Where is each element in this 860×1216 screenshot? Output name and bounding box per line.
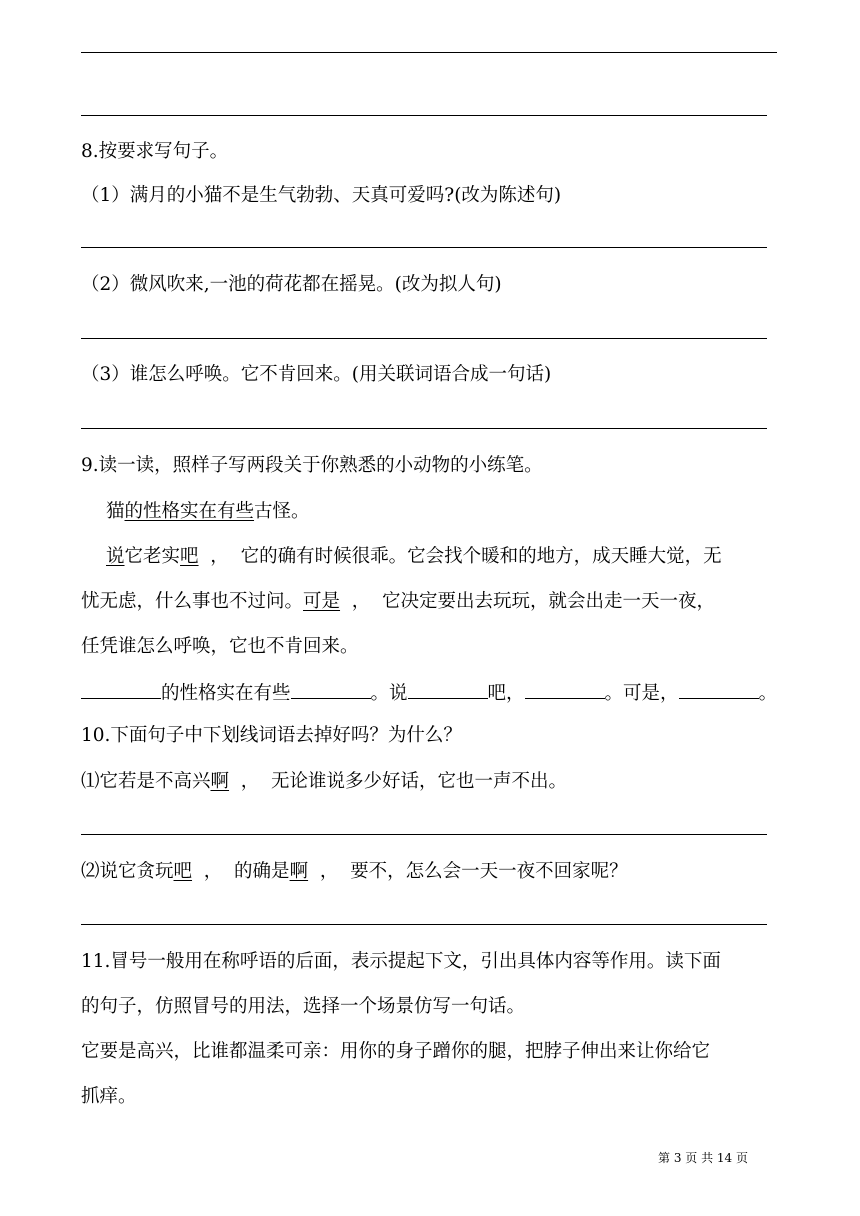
question-10-item-1 xyxy=(81,770,567,794)
question-10-title: 10.下面句子中下划线词语去掉好吗？为什么？ xyxy=(81,725,462,746)
fill-blank[interactable] xyxy=(679,680,759,699)
answer-line xyxy=(81,834,767,835)
underlined-text: 可是 xyxy=(303,591,341,612)
fill-text: 。可是， xyxy=(604,683,679,704)
fill-text: 。说 xyxy=(370,683,408,704)
question-8-title: 8.按要求写句子。 xyxy=(81,141,229,162)
question-11-title: 11.冒号一般用在称呼语的后面，表示提起下文，引出具体内容等作用。读下面 xyxy=(81,951,721,972)
question-10-item-2 xyxy=(81,860,628,884)
fill-blank[interactable] xyxy=(408,680,488,699)
question-11-title-cont: 的句子，仿照冒号的用法，选择一个场景仿写一句话。 xyxy=(81,996,526,1017)
example-text: ， 它决定要出去玩玩，就会出走一天一夜， xyxy=(340,591,716,612)
item-text: ⑵说它贪玩 xyxy=(81,861,174,882)
fill-in-line xyxy=(81,680,777,706)
answer-line xyxy=(81,115,767,116)
fill-text: 。 xyxy=(758,683,778,704)
item-text: ⑴它若是不高兴 xyxy=(81,771,211,792)
answer-line xyxy=(81,428,767,429)
example-text: 忧无虑，什么事也不过问。 xyxy=(81,591,304,612)
example-text: 它老实 xyxy=(124,546,181,567)
example-line-3 xyxy=(81,590,715,614)
example-text: 猫 xyxy=(106,501,125,522)
answer-line xyxy=(81,247,767,248)
underlined-text: 吧 xyxy=(180,546,199,567)
question-8-item-2: （2）微风吹来,一池的荷花都在摇晃。(改为拟人句) xyxy=(81,274,502,295)
example-line-1 xyxy=(106,500,310,524)
fill-text: 的性格实在有些 xyxy=(161,683,291,704)
fill-text: 吧， xyxy=(487,683,525,704)
question-11-sentence: 它要是高兴，比谁都温柔可亲：用你的身子蹭你的腿，把脖子伸出来让你给它 xyxy=(81,1041,711,1062)
item-text: ， 无论谁说多少好话，它也一声不出。 xyxy=(229,771,568,792)
fill-blank[interactable] xyxy=(291,680,371,699)
example-line-4: 任凭谁怎么呼唤，它也不肯回来。 xyxy=(81,636,359,657)
question-9-title: 9.读一读，照样子写两段关于你熟悉的小动物的小练笔。 xyxy=(81,455,543,476)
item-text: ， 要不，怎么会一天一夜不回家呢？ xyxy=(308,861,628,882)
underlined-text: 的性格实在有些 xyxy=(124,501,255,522)
item-text: ， 的确是 xyxy=(192,861,290,882)
underlined-text: 说 xyxy=(106,546,125,567)
underlined-text: 啊 xyxy=(210,771,230,792)
answer-line xyxy=(81,924,767,925)
example-line-2 xyxy=(106,545,722,569)
fill-blank[interactable] xyxy=(525,680,605,699)
fill-blank[interactable] xyxy=(81,680,161,699)
answer-line xyxy=(81,338,767,339)
question-8-item-3: （3）谁怎么呼唤。它不肯回来。(用关联词语合成一句话) xyxy=(81,364,552,385)
answer-line xyxy=(81,52,777,53)
page-number: 第 3 页 共 14 页 xyxy=(658,1151,748,1165)
question-11-sentence-cont: 抓痒。 xyxy=(81,1086,137,1107)
example-text: ， 它的确有时候很乖。它会找个暖和的地方，成天睡大觉，无 xyxy=(198,546,722,567)
underlined-text: 啊 xyxy=(289,861,309,882)
underlined-text: 吧 xyxy=(173,861,193,882)
question-8-item-1: （1）满月的小猫不是生气勃勃、天真可爱吗?(改为陈述句) xyxy=(81,185,562,206)
example-text: 古怪。 xyxy=(254,501,310,522)
